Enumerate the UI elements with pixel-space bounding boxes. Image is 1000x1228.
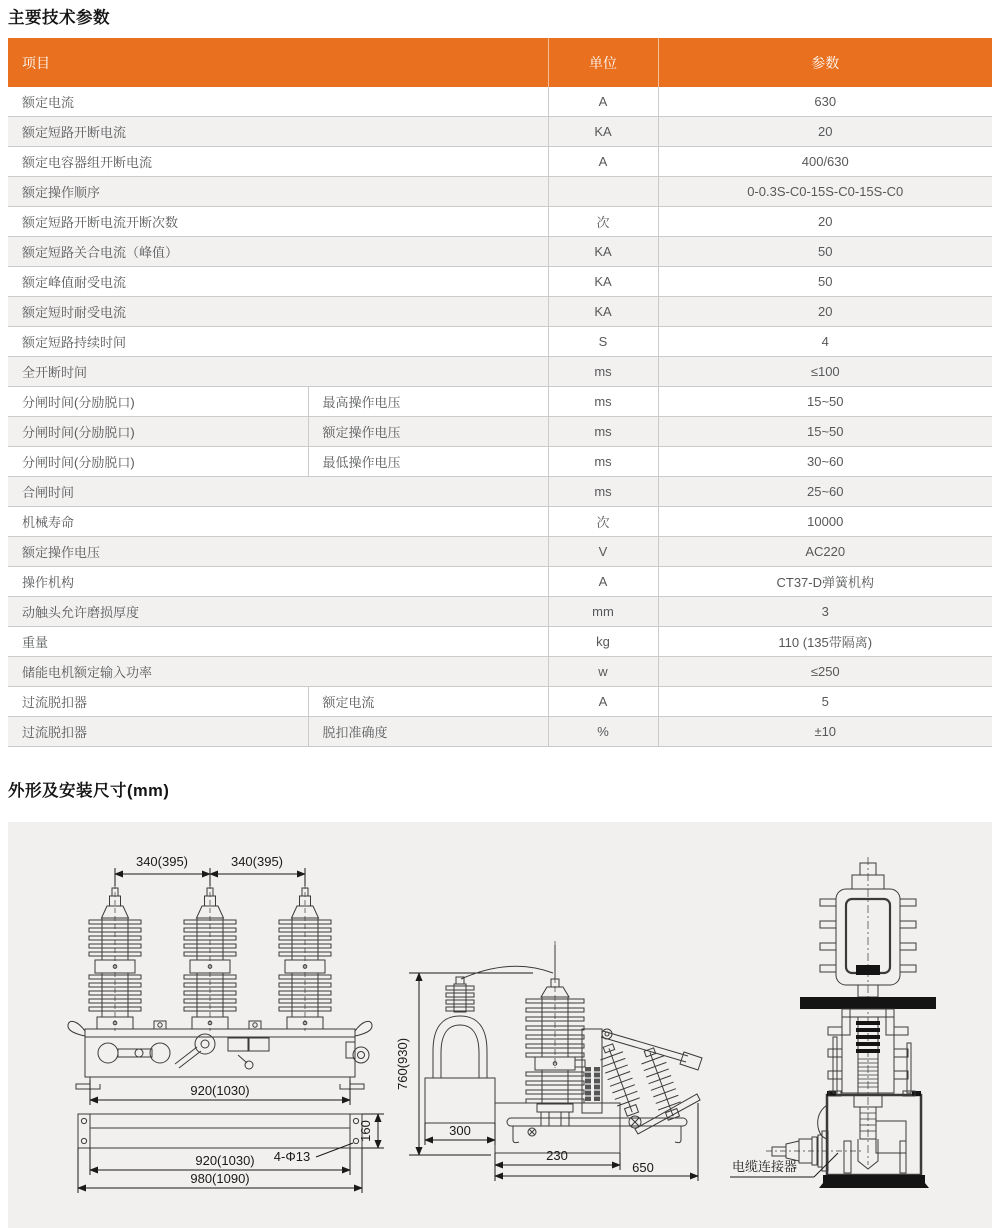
item-cell: 储能电机额定输入功率 <box>8 657 548 687</box>
param-cell: 400/630 <box>658 147 992 177</box>
table-row <box>8 567 992 597</box>
table-body <box>8 87 992 747</box>
item-cell: 合闸时间 <box>8 477 548 507</box>
table-row <box>8 687 992 717</box>
table-row <box>8 87 992 117</box>
table-row <box>8 477 992 507</box>
front-view-drawing <box>68 854 384 1193</box>
dimension-label-pole-spacing-right: 340(395) <box>230 854 284 869</box>
sub-item-cell: 脱扣准确度 <box>308 717 548 747</box>
unit-cell: KA <box>548 237 658 267</box>
unit-cell: ms <box>548 357 658 387</box>
unit-cell: A <box>548 567 658 597</box>
unit-cell <box>548 177 658 207</box>
param-cell: 15~50 <box>658 417 992 447</box>
param-cell: 0-0.3S-C0-15S-C0-15S-C0 <box>658 177 992 207</box>
table-header-row <box>8 38 992 87</box>
param-cell: 4 <box>658 327 992 357</box>
item-cell: 额定短路关合电流（峰值） <box>8 237 548 267</box>
section-title-technical-parameters: 主要技术参数 <box>8 9 110 27</box>
dimension-drawings-panel <box>8 822 992 1228</box>
table-row <box>8 447 992 477</box>
technical-parameters-table <box>8 38 992 747</box>
item-cell: 动触头允许磨损厚度 <box>8 597 548 627</box>
item-cell: 过流脱扣器 <box>8 717 308 747</box>
param-cell: ≤250 <box>658 657 992 687</box>
unit-cell: S <box>548 327 658 357</box>
table-row <box>8 177 992 207</box>
section-title-dimensions: 外形及安装尺寸(mm) <box>8 782 170 800</box>
param-cell: 10000 <box>658 507 992 537</box>
column-header-unit: 单位 <box>548 38 658 87</box>
item-cell: 额定操作顺序 <box>8 177 548 207</box>
dimension-label-overall-depth: 650 <box>632 1160 654 1175</box>
table-row <box>8 507 992 537</box>
sub-item-cell: 额定电流 <box>308 687 548 717</box>
unit-cell: kg <box>548 627 658 657</box>
param-cell: 5 <box>658 687 992 717</box>
item-cell: 额定电流 <box>8 87 548 117</box>
table-row <box>8 387 992 417</box>
param-cell: CT37-D弹簧机构 <box>658 567 992 597</box>
param-cell: 630 <box>658 87 992 117</box>
item-cell: 额定短路开断电流开断次数 <box>8 207 548 237</box>
table-row <box>8 207 992 237</box>
table-row <box>8 657 992 687</box>
item-cell: 额定峰值耐受电流 <box>8 267 548 297</box>
column-header-param: 参数 <box>658 38 992 87</box>
table-row <box>8 297 992 327</box>
section-view-drawing <box>730 857 936 1188</box>
item-cell: 分闸时间(分励脱口) <box>8 417 308 447</box>
unit-cell: ms <box>548 387 658 417</box>
dimension-label-plate-depth: 160 <box>358 1120 373 1142</box>
sub-item-cell: 额定操作电压 <box>308 417 548 447</box>
unit-cell: 次 <box>548 207 658 237</box>
table-row <box>8 417 992 447</box>
param-cell: 20 <box>658 207 992 237</box>
dimension-label-overall-width: 980(1090) <box>190 1171 250 1186</box>
unit-cell: mm <box>548 597 658 627</box>
param-cell: 25~60 <box>658 477 992 507</box>
cable-connector-label: 电缆连接器 <box>732 1159 798 1174</box>
unit-cell: KA <box>548 297 658 327</box>
table-row <box>8 717 992 747</box>
item-cell: 重量 <box>8 627 548 657</box>
unit-cell: ms <box>548 477 658 507</box>
unit-cell: V <box>548 537 658 567</box>
param-cell: 15~50 <box>658 387 992 417</box>
item-cell: 额定操作电压 <box>8 537 548 567</box>
table-row <box>8 627 992 657</box>
item-cell: 机械寿命 <box>8 507 548 537</box>
table-row <box>8 237 992 267</box>
sub-item-cell: 最高操作电压 <box>308 387 548 417</box>
param-cell: AC220 <box>658 537 992 567</box>
dimension-label-height: 760(930) <box>395 1037 410 1091</box>
unit-cell: KA <box>548 117 658 147</box>
dimension-label-mount-width: 920(1030) <box>195 1153 255 1168</box>
unit-cell: A <box>548 147 658 177</box>
item-cell: 分闸时间(分励脱口) <box>8 447 308 477</box>
param-cell: 20 <box>658 297 992 327</box>
unit-cell: KA <box>548 267 658 297</box>
unit-cell: % <box>548 717 658 747</box>
unit-cell: A <box>548 687 658 717</box>
item-cell: 过流脱扣器 <box>8 687 308 717</box>
side-view-drawing <box>395 941 702 1181</box>
param-cell: 50 <box>658 267 992 297</box>
param-cell: ±10 <box>658 717 992 747</box>
param-cell: 50 <box>658 237 992 267</box>
sub-item-cell: 最低操作电压 <box>308 447 548 477</box>
table-row <box>8 117 992 147</box>
param-cell: 30~60 <box>658 447 992 477</box>
technical-drawings <box>8 822 992 1228</box>
item-cell: 全开断时间 <box>8 357 548 387</box>
param-cell: 110 (135带隔离) <box>658 627 992 657</box>
item-cell: 额定短路持续时间 <box>8 327 548 357</box>
dimension-label-pole-spacing-left: 340(395) <box>135 854 189 869</box>
unit-cell: ms <box>548 417 658 447</box>
table-row <box>8 537 992 567</box>
table-row <box>8 327 992 357</box>
dimension-label-base-depth: 230 <box>546 1148 568 1163</box>
item-cell: 操作机构 <box>8 567 548 597</box>
dimension-label-body-width: 920(1030) <box>190 1083 250 1098</box>
dimension-label-mounting-holes: 4-Φ13 <box>273 1149 311 1164</box>
param-cell: 3 <box>658 597 992 627</box>
table-row <box>8 147 992 177</box>
table-row <box>8 357 992 387</box>
param-cell: 20 <box>658 117 992 147</box>
unit-cell: A <box>548 87 658 117</box>
table-row <box>8 267 992 297</box>
unit-cell: 次 <box>548 507 658 537</box>
item-cell: 额定短时耐受电流 <box>8 297 548 327</box>
item-cell: 分闸时间(分励脱口) <box>8 387 308 417</box>
column-header-item: 项目 <box>8 38 548 87</box>
item-cell: 额定短路开断电流 <box>8 117 548 147</box>
param-cell: ≤100 <box>658 357 992 387</box>
table-row <box>8 597 992 627</box>
unit-cell: ms <box>548 447 658 477</box>
item-cell: 额定电容器组开断电流 <box>8 147 548 177</box>
unit-cell: w <box>548 657 658 687</box>
dimension-label-left-depth: 300 <box>449 1123 471 1138</box>
